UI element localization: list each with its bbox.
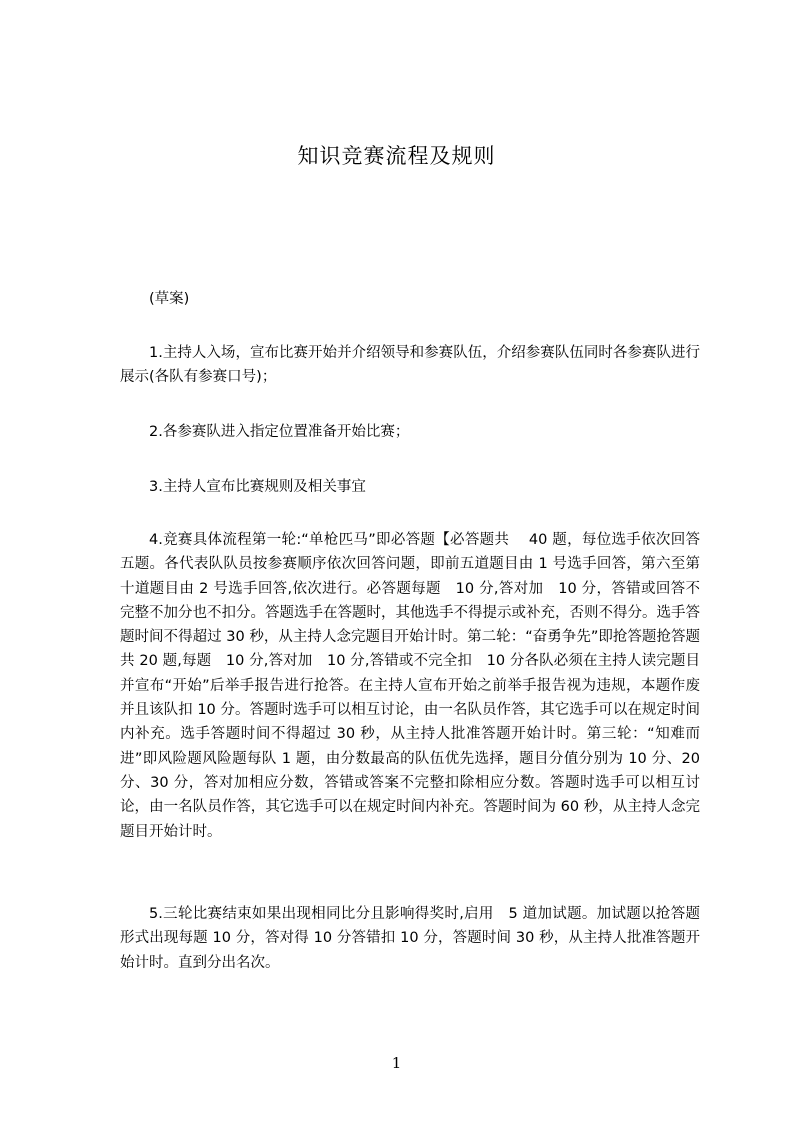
paragraph-step-3: 3.主持人宣布比赛规则及相关事宜: [149, 479, 366, 495]
draft-label: (草案): [149, 291, 190, 307]
page-number: 1: [391, 1054, 402, 1072]
paragraph-step-1: 1.主持人入场，宣布比赛开始并介绍领导和参赛队伍，介绍参赛队伍同时各参赛队进行展示(各队有参赛口号)；: [120, 345, 700, 386]
paragraph-step-5: 5.三轮比赛结束如果出现相同比分且影响得奖时,启用 5 道加试题。加试题以抢答题形式出现每题 10 分，答对得 10 分答错扣 10 分，答题时间 30 秒，从主持人批准答题开始计时。直到分出名次。: [120, 906, 700, 971]
paragraph-step-4: 4.竞赛具体流程第一轮:“单枪匹马”即必答题【必答题共 40 题，每位选手依次回答五题。各代表队队员按参赛顺序依次回答问题，即前五道题目由 1 号选手回答，第六至第十道题目由 2 号选手回答,依次进行。必答题每题 10 分,答对加 10 分，答错或回答不完整不加分也不扣分。答题选手在答题时，其他选手不得提示或补充，否则不得分。选手答题时间不得超过 30 秒，从主持人念完题目开始计时。第二轮：“奋勇争先”即抢答题抢答题共 20 题,每题 10 分,答对加 10 分,答错或不完全扣 10 分各队必须在主持人读完题目并宣布“开始”后举手报告进行抢答。在主持人宣布开始之前举手报告视为违规，本题作废并且该队扣 10 分。答题时选手可以相互讨论，由一名队员作答，其它选手可以在规定时间内补充。选手答题时间不得超过 30 秒，从主持人批准答题开始计时。第三轮：“知难而进”即风险题风险题每队 1 题，由分数最高的队伍优先选择，题目分值分别为 10 分、20 分、30 分，答对加相应分数，答错或答案不完整扣除相应分数。答题时选手可以相互讨论，由一名队员作答，其它选手可以在规定时间内补充。答题时间为 60 秒，从主持人念完题目开始计时。: [120, 532, 700, 840]
paragraph-step-2: 2.各参赛队进入指定位置准备开始比赛；: [149, 424, 410, 440]
page-title: 知识竞赛流程及规则: [297, 144, 496, 168]
